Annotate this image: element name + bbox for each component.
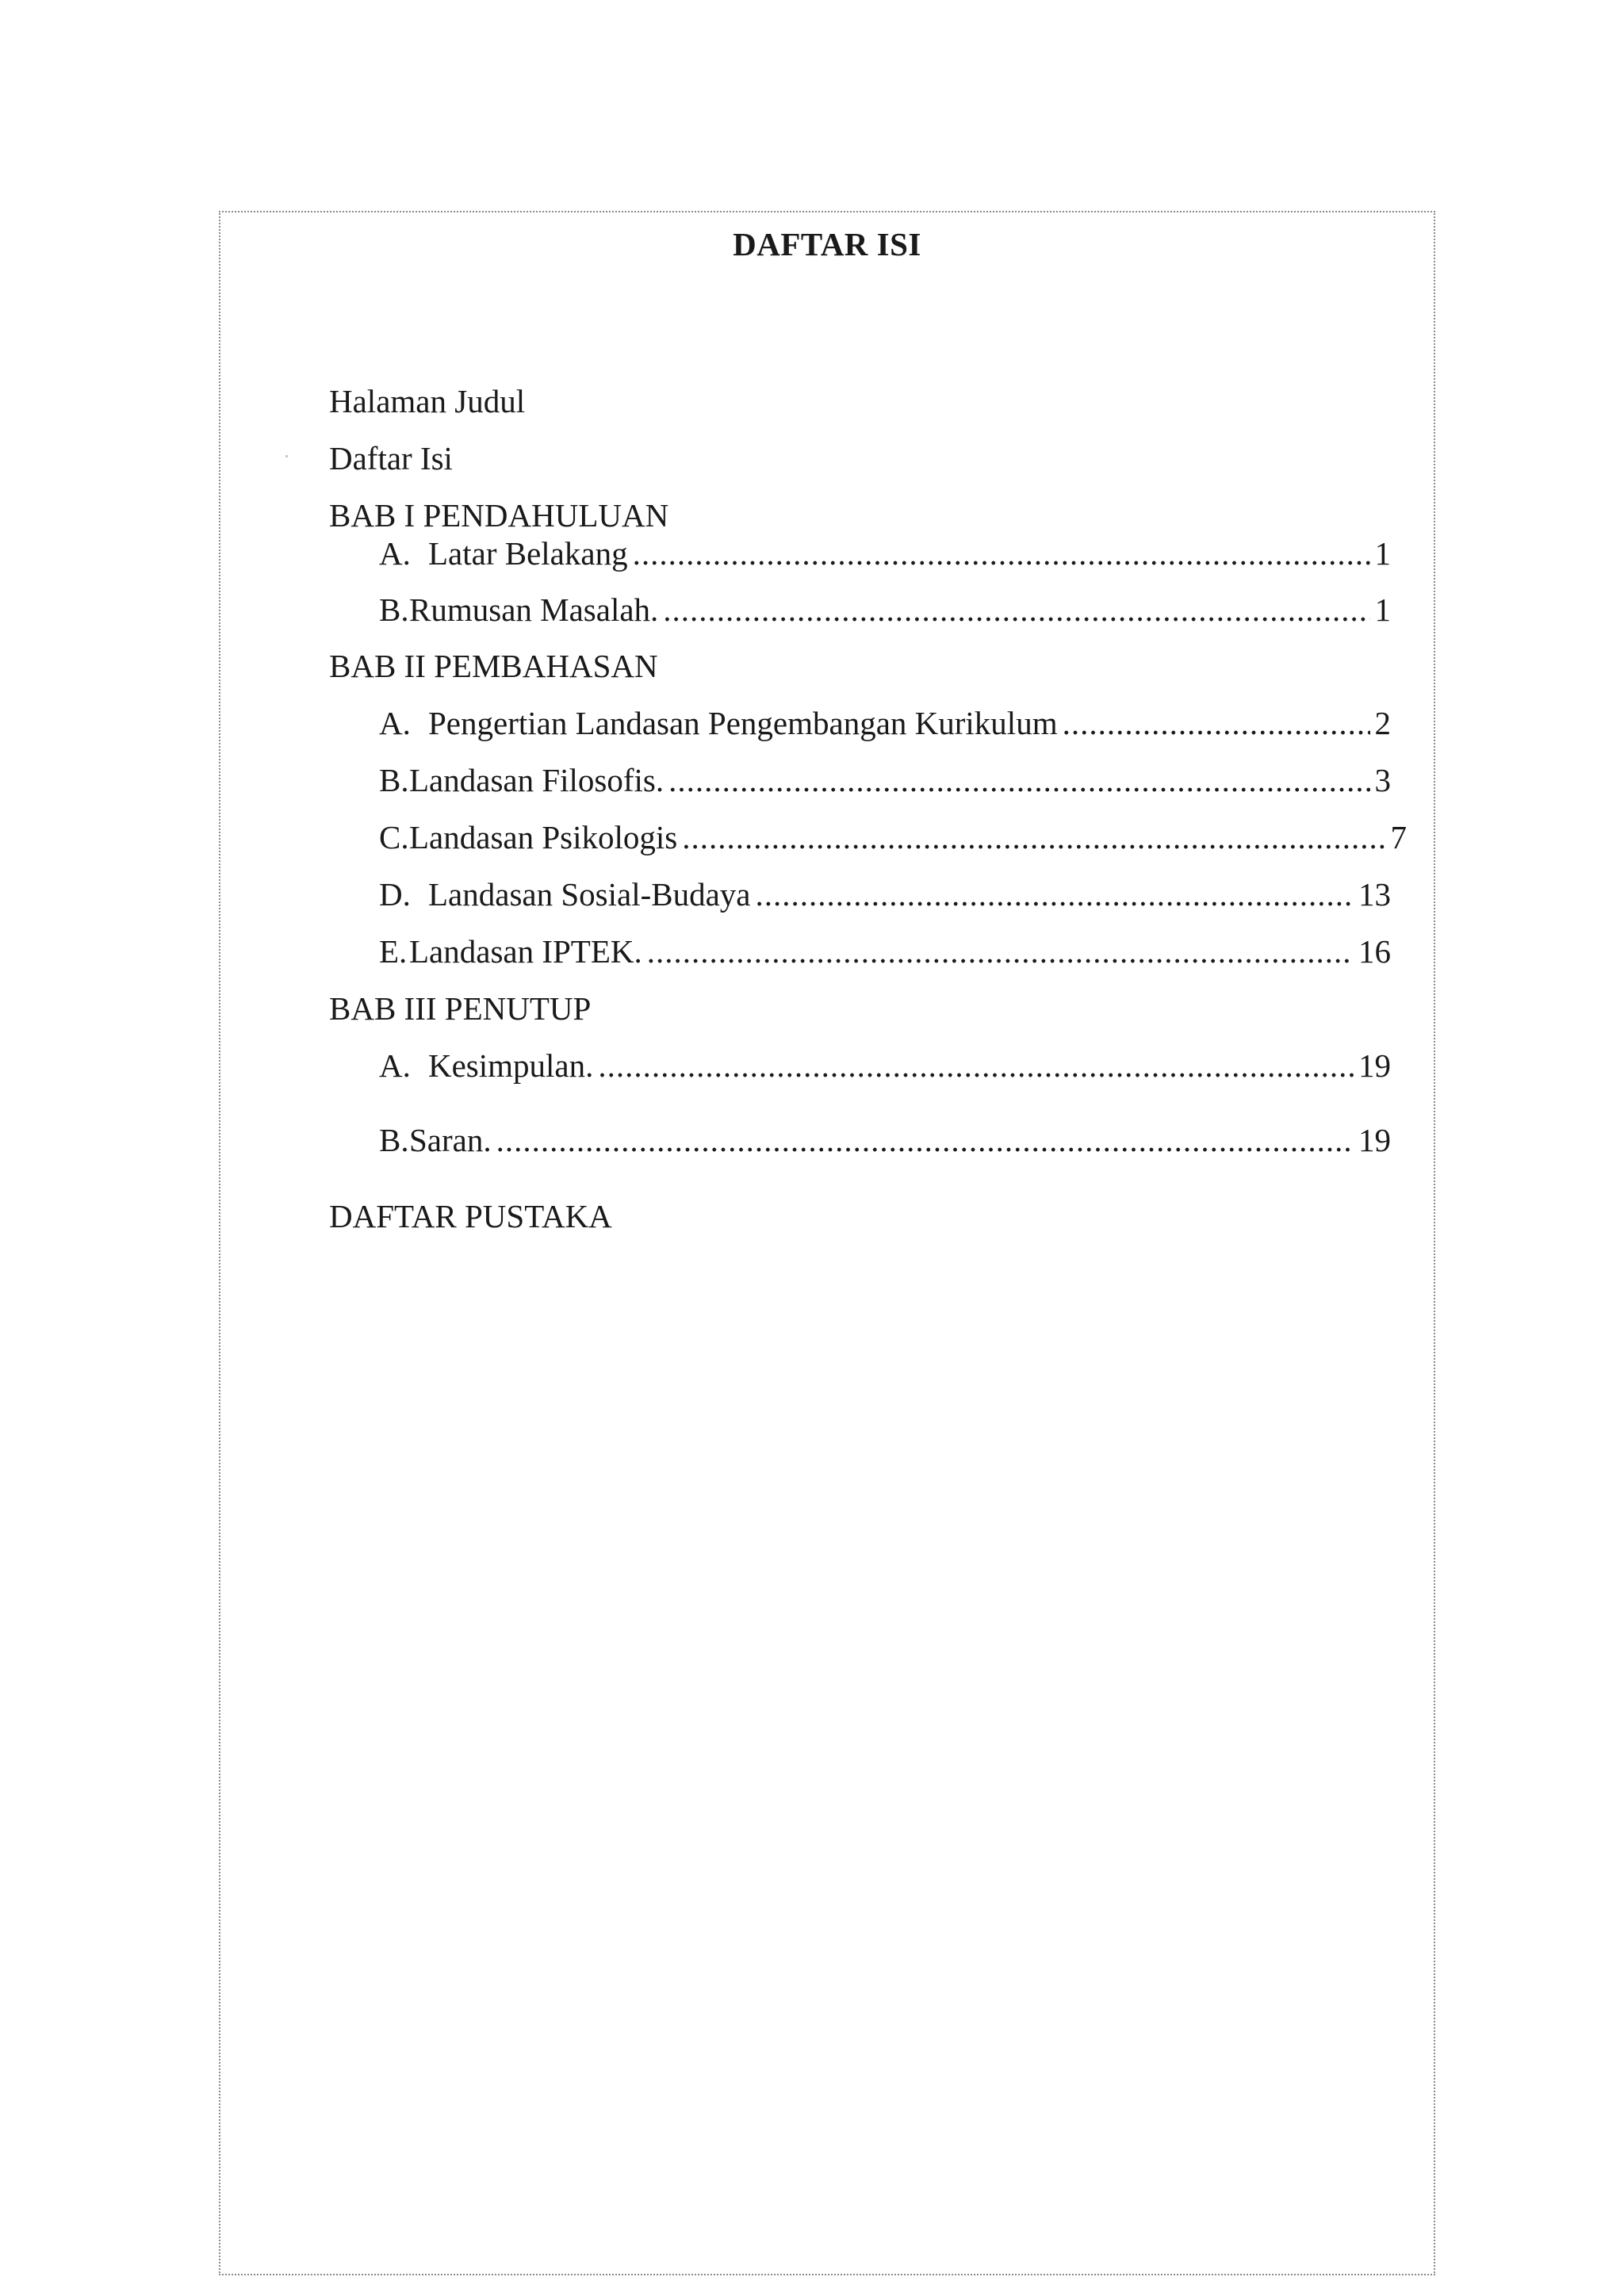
toc-front-daftar-isi: Daftar Isi: [329, 440, 453, 476]
dot-leader: [598, 1045, 1354, 1086]
entry-title: Pengertian Landasan Pengembangan Kurikulum: [428, 705, 1058, 741]
dot-leader: [647, 931, 1354, 972]
entry-mark: D.: [379, 876, 411, 913]
toc-entry: [379, 589, 1391, 630]
entry-page-number: 19: [1358, 1122, 1391, 1158]
toc-entry: [379, 817, 1407, 858]
dot-leader: [496, 1119, 1354, 1161]
entry-title: Landasan Psikologis: [409, 819, 678, 855]
entry-mark: B.: [379, 762, 409, 798]
toc-entry: [379, 533, 1391, 574]
toc-entry: [379, 874, 1391, 915]
entry-title: Landasan Filosofis.: [409, 762, 665, 798]
entry-page-number: 3: [1374, 762, 1391, 798]
toc-back-daftar-pustaka: DAFTAR PUSTAKA: [329, 1198, 612, 1234]
dot-leader: [663, 589, 1369, 630]
entry-mark: A.: [379, 1047, 411, 1084]
entry-mark: B.: [379, 1122, 409, 1158]
toc-entry: [379, 931, 1391, 972]
entry-page-number: 1: [1374, 535, 1391, 572]
stray-mark: [285, 455, 288, 457]
entry-page-number: 16: [1358, 933, 1391, 970]
dot-leader: [755, 874, 1354, 915]
entry-mark: C.: [379, 819, 409, 855]
entry-page-number: 7: [1390, 819, 1407, 855]
entry-page-number: 1: [1374, 591, 1391, 628]
toc-front-halaman-judul: Halaman Judul: [329, 383, 526, 419]
entry-title: Kesimpulan.: [428, 1047, 594, 1084]
chapter-heading-bab-2: BAB II PEMBAHASAN: [329, 648, 658, 684]
entry-mark: A.: [379, 535, 411, 572]
chapter-heading-bab-1: BAB I PENDAHULUAN: [329, 497, 669, 534]
entry-page-number: 2: [1374, 705, 1391, 741]
entry-title: Rumusan Masalah.: [409, 591, 659, 628]
dot-leader: [633, 533, 1370, 574]
entry-title: Landasan IPTEK.: [409, 933, 642, 970]
entry-title: Latar Belakang: [428, 535, 628, 572]
entry-title: Landasan Sosial-Budaya: [428, 876, 751, 913]
toc-entry: [379, 1119, 1391, 1161]
dot-leader: [682, 817, 1385, 858]
toc-entry: [379, 1045, 1391, 1086]
entry-title: Saran.: [409, 1122, 492, 1158]
entry-mark: B.: [379, 591, 409, 628]
entry-page-number: 13: [1358, 876, 1391, 913]
toc-entry: [379, 702, 1391, 744]
entry-page-number: 19: [1358, 1047, 1391, 1084]
chapter-heading-bab-3: BAB III PENUTUP: [329, 990, 592, 1027]
toc-entry: [379, 760, 1391, 801]
dot-leader: [668, 760, 1369, 801]
dot-leader: [1063, 702, 1370, 744]
entry-mark: A.: [379, 705, 411, 741]
entry-mark: E.: [379, 933, 408, 970]
document-title: DAFTAR ISI: [733, 226, 921, 262]
